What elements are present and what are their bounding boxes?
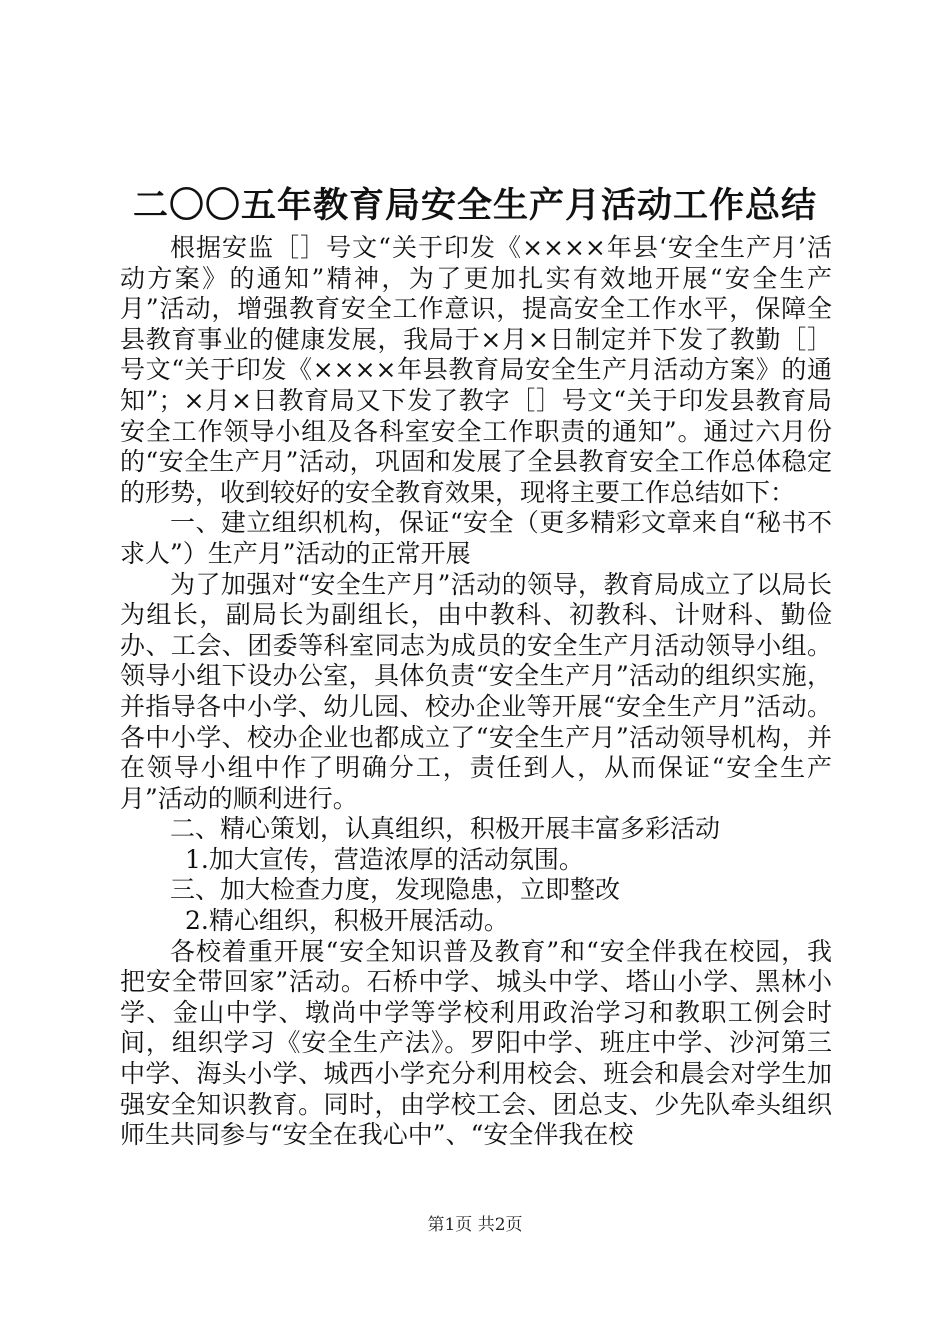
page-number-footer: 第1页 共2页 — [427, 1215, 523, 1235]
section-heading-3: 三、加大检查力度，发现隐患，立即整改 — [170, 875, 621, 905]
document-body — [120, 233, 832, 1151]
intro-paragraph: 根据安监［］号文“关于印发《××××年县‘安全生产月’活动方案》的通知”精神，为了更加扎实有效地开展“安全生产月”活动，增强教育安全工作意识，提高安全工作水平，保障全县教育事业的健康发展，我局于×月×日制定并下发了教勤［］号文“关于印发《××××年县教育局安全生产月活动方案》的通知”；×月×日教育局又下发了教字［］号文“关于印发县教育局安全工作领导小组及各科室安全工作职责的通知”。通过六月份的“安全生产月”活动，巩固和发展了全县教育安全工作总体稳定的形势，收到较好的安全教育效果，现将主要工作总结如下： — [120, 233, 832, 507]
document-title: 二〇〇五年教育局安全生产月活动工作总结 — [132, 185, 817, 226]
activities-paragraph: 各校着重开展“安全知识普及教育”和“安全伴我在校园，我把安全带回家”活动。石桥中学、城头中学、塔山小学、黑林小学、金山中学、墩尚中学等学校利用政治学习和教职工例会时间，组织学习《安全生产法》。罗阳中学、班庄中学、沙河第三中学、海头小学、城西小学充分利用校会、班会和晨会对学生加强安全知识教育。同时，由学校工会、团总支、少先队牵头组织师生共同参与“安全在我心中”、“安全伴我在校 — [120, 936, 832, 1150]
section-heading-1: 一、建立组织机构，保证“安全（更多精彩文章来自“秘书不求人”）生产月”活动的正常开展 — [120, 508, 832, 568]
section-1-paragraph: 为了加强对“安全生产月”活动的领导，教育局成立了以局长为组长，副局长为副组长，由中教科、初教科、计财科、勤俭办、工会、团委等科室同志为成员的安全生产月活动领导小组。领导小组下设办公室，具体负责“安全生产月”活动的组织实施，并指导各中小学、幼儿园、校办企业等开展“安全生产月”活动。各中小学、校办企业也都成立了“安全生产月”活动领导机构，并在领导小组中作了明确分工，责任到人，从而保证“安全生产月”活动的顺利进行。 — [120, 569, 832, 813]
section-heading-2: 二、精心策划，认真组织，积极开展丰富多彩活动 — [170, 814, 721, 844]
sub-item-1: 1.加大宣传，营造浓厚的活动氛围。 — [185, 844, 584, 874]
sub-item-2: 2.精心组织，积极开展活动。 — [185, 906, 509, 936]
